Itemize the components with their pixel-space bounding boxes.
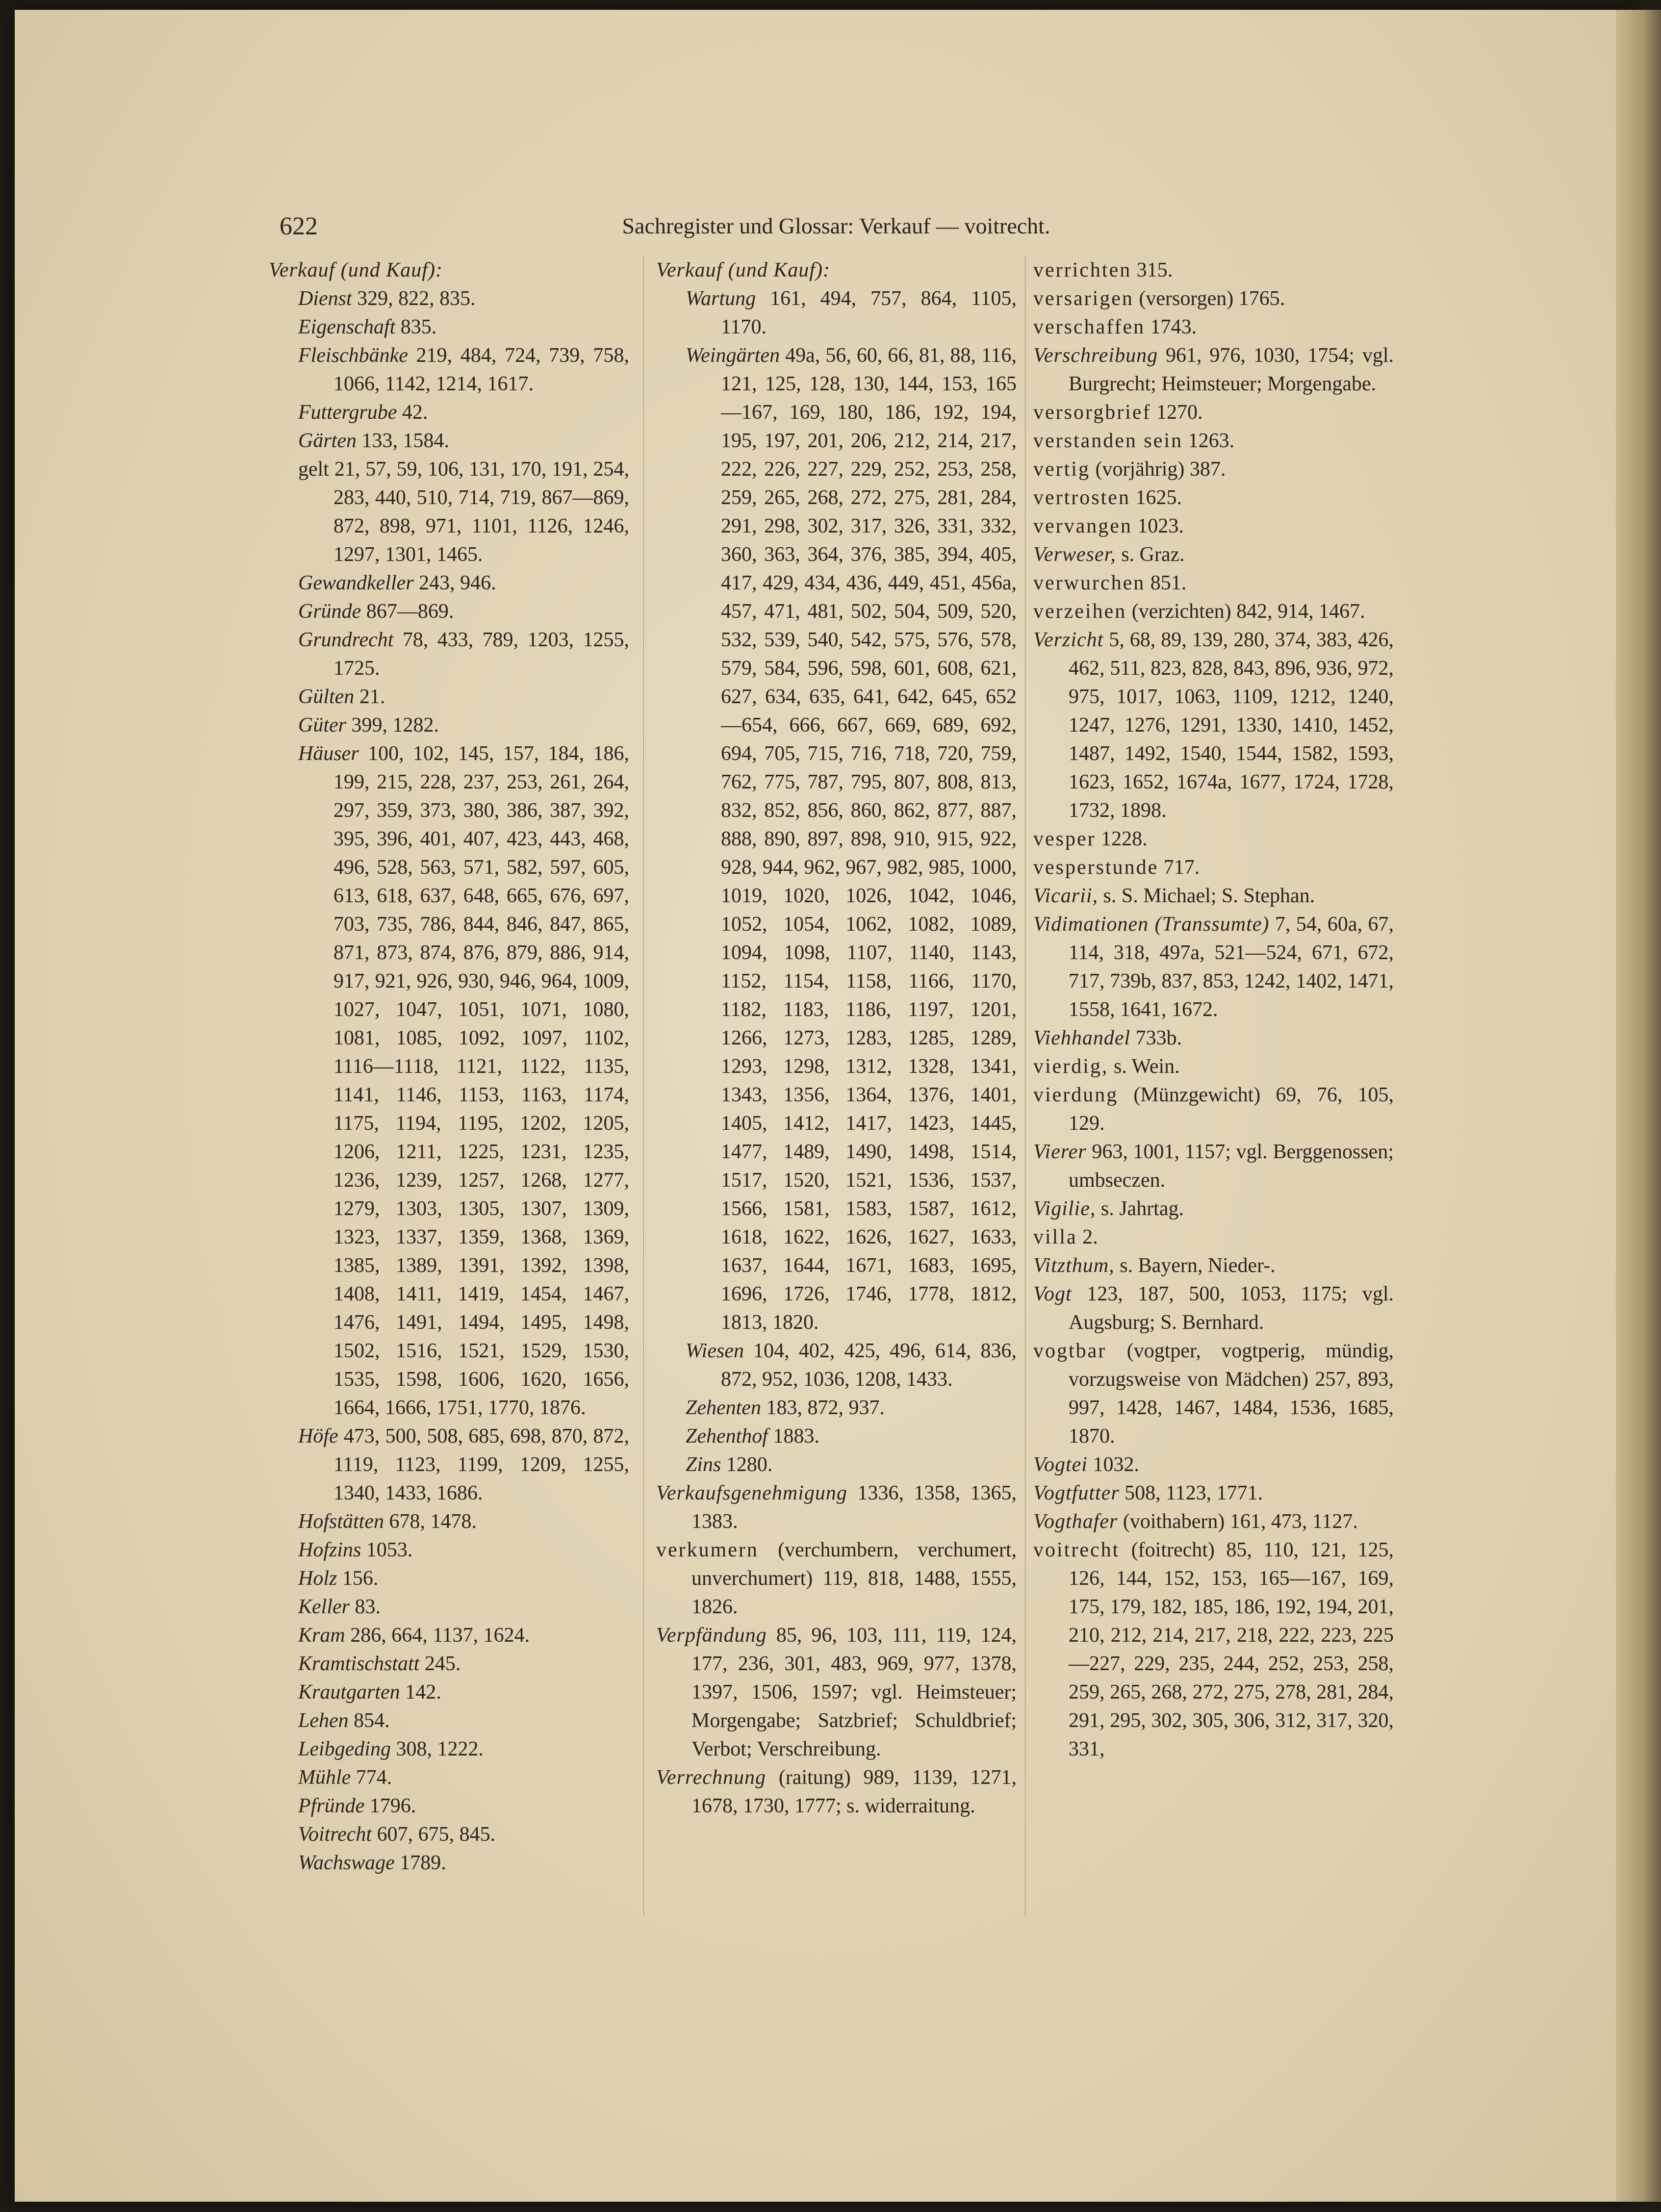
index-term: Zehenthof [686, 1425, 768, 1448]
index-refs: s. Wein. [1113, 1055, 1180, 1078]
index-term: Futtergrube [298, 401, 397, 424]
index-refs: (foitrecht) 85, 110, 121, 125, 126, 144, 152, 153, 165—167, 169, 175, 179, 182, 185, 186, 192, 194, 201, 210, 212, 214, 217, 218, 222, 223, 225—227, 229, 235, 244, 252, 253, 258, 259, 265, 268, 272, 275, 278, 281, 284, 291, 295, 302, 305, 306, 312, 317, 320, 331, [1069, 1539, 1394, 1760]
index-term: Kram [298, 1624, 345, 1647]
index-refs: 315. [1136, 259, 1173, 281]
index-refs: 42. [402, 401, 428, 424]
index-refs: 1796. [369, 1795, 416, 1817]
index-entry [1033, 853, 1394, 882]
index-entry [1033, 1052, 1394, 1081]
index-entry [269, 1564, 629, 1593]
index-term: Hofzins [298, 1539, 361, 1561]
index-entry [269, 626, 629, 683]
index-entry [269, 427, 629, 455]
index-term: Höfe [298, 1425, 338, 1448]
index-refs: 183, 872, 937. [766, 1397, 885, 1419]
index-refs: s. Jahrtag. [1100, 1197, 1184, 1220]
index-refs: 85, 96, 103, 111, 119, 124, 177, 236, 301, 483, 969, 977, 1378, 1397, 1506, 1597; vgl. Heimsteuer; Morgengabe; Satzbrief; Schuldbrief; Verbot; Verschreibung. [691, 1624, 1017, 1760]
index-entry [269, 1536, 629, 1564]
index-refs: (vorjährig) 387. [1095, 458, 1226, 481]
index-entry [656, 284, 1017, 341]
index-term: Verpfändung [656, 1624, 767, 1647]
index-term: Vogthafer [1033, 1510, 1118, 1533]
index-refs: 329, 822, 835. [357, 287, 476, 310]
index-refs: 1280. [726, 1453, 773, 1476]
index-term: Vicarii, [1033, 885, 1099, 907]
index-refs: (raitung) 989, 1139, 1271, 1678, 1730, 1777; s. widerraitung. [691, 1766, 1017, 1817]
index-term: Vogtfutter [1033, 1482, 1120, 1504]
index-entry [269, 1792, 629, 1820]
index-refs: 7, 54, 60a, 67, 114, 318, 497a, 521—524, 671, 672, 717, 739b, 837, 853, 1242, 1402, 1471, 1558, 1641, 1672. [1069, 913, 1394, 1021]
index-refs: 963, 1001, 1157; vgl. Berggenossen; umbseczen. [1069, 1141, 1394, 1192]
index-term: vesper [1033, 828, 1096, 850]
index-column-1 [269, 256, 629, 1877]
index-refs: 1023. [1137, 515, 1184, 537]
index-term: vierdung [1033, 1084, 1119, 1106]
index-term: Dienst [298, 287, 352, 310]
index-entry [656, 1337, 1017, 1394]
index-entry [269, 1621, 629, 1650]
index-term: Vidimationen (Transsumte) [1033, 913, 1270, 936]
index-refs: 286, 664, 1137, 1624. [350, 1624, 530, 1647]
index-entry [1033, 455, 1394, 483]
index-entry [1033, 597, 1394, 626]
index-entry [1033, 1450, 1394, 1479]
index-term: Verkauf (und Kauf): [269, 259, 443, 281]
column-divider [643, 256, 644, 1916]
index-term: verrichten [1033, 259, 1132, 281]
index-term: verschaffen [1033, 316, 1146, 338]
index-refs: 1883. [773, 1425, 819, 1448]
index-entry [1033, 256, 1394, 284]
index-refs: 717. [1163, 856, 1200, 879]
index-refs: s. Graz. [1121, 543, 1185, 566]
index-refs: 219, 484, 724, 739, 758, 1066, 1142, 1214, 1617. [333, 344, 629, 395]
index-entry [1033, 341, 1394, 398]
index-refs: 733b. [1135, 1027, 1182, 1049]
index-term: vertig [1033, 458, 1090, 481]
index-entry [269, 739, 629, 1422]
index-term: Pfründe [298, 1795, 365, 1817]
index-refs: 867—869. [366, 600, 454, 623]
index-entry [269, 256, 629, 284]
index-term: Zehenten [686, 1397, 761, 1419]
index-column-2 [656, 256, 1017, 1820]
page-title: Sachregister und Glossar: Verkauf — voitrecht. [622, 213, 1050, 238]
index-entry [269, 1507, 629, 1536]
index-term: vierdig, [1033, 1055, 1109, 1078]
running-header [265, 202, 1407, 246]
index-entry [269, 711, 629, 739]
index-term: Wartung [686, 287, 756, 310]
index-entry [656, 1763, 1017, 1820]
index-entry [1033, 1195, 1394, 1223]
index-entry [1033, 882, 1394, 910]
index-entry [1033, 1138, 1394, 1195]
index-entry [269, 1422, 629, 1507]
index-refs: s. S. Michael; S. Stephan. [1103, 885, 1315, 907]
index-entry [1033, 1223, 1394, 1251]
index-refs: 78, 433, 789, 1203, 1255, 1725. [333, 629, 630, 680]
index-refs: 49a, 56, 60, 66, 81, 88, 116, 121, 125, 128, 130, 144, 153, 165—167, 169, 180, 186, 192, 194, 195, 197, 201, 206, 212, 214, 217, 222, 226, 227, 229, 252, 253, 258, 259, 265, 268, 272, 275, 281, 284, 291, 298, 302, 317, 326, 331, 332, 360, 363, 364, 376, 385, 394, 405, 417, 429, 434, 436, 449, 451, 456a, 457, 471, 481, 502, 504, 509, 520, 532, 539, 540, 542, 575, 576, 578, 579, 584, 596, 598, 601, 608, 621, 627, 634, 635, 641, 642, 645, 652—654, 666, 667, 669, 689, 692, 694, 705, 715, 716, 718, 720, 759, 762, 775, 787, 795, 807, 808, 813, 832, 852, 856, 860, 862, 877, 887, 888, 890, 897, 898, 910, 915, 922, 928, 944, 962, 967, 982, 985, 1000, 1019, 1020, 1026, 1042, 1046, 1052, 1054, 1062, 1082, 1089, 1094, 1098, 1107, 1140, 1143, 1152, 1154, 1158, 1166, 1170, 1182, 1183, 1186, 1197, 1201, 1266, 1273, 1283, 1285, 1289, 1293, 1298, 1312, 1328, 1341, 1343, 1356, 1364, 1376, 1401, 1405, 1412, 1417, 1423, 1445, 1477, 1489, 1490, 1498, 1514, 1517, 1520, 1521, 1536, 1537, 1566, 1581, 1583, 1587, 1612, 1618, 1622, 1626, 1627, 1633, 1637, 1644, 1671, 1683, 1695, 1696, 1726, 1746, 1778, 1812, 1813, 1820. [721, 344, 1017, 1334]
index-entry [1033, 626, 1394, 825]
index-entry [1033, 540, 1394, 569]
index-entry [1033, 398, 1394, 427]
index-refs: (versorgen) 1765. [1139, 287, 1285, 310]
index-refs: 607, 675, 845. [377, 1823, 496, 1846]
index-term: voitrecht [1033, 1539, 1120, 1561]
index-refs: 133, 1584. [361, 430, 449, 452]
index-column-3 [1033, 256, 1394, 1763]
index-term: villa [1033, 1226, 1077, 1248]
index-refs: 5, 68, 89, 139, 280, 374, 383, 426, 462, 511, 823, 828, 843, 896, 936, 972, 975, 1017, 1063, 1109, 1212, 1240, 1247, 1276, 1291, 1330, 1410, 1452, 1487, 1492, 1540, 1544, 1582, 1593, 1623, 1652, 1674a, 1677, 1724, 1728, 1732, 1898. [1069, 629, 1394, 822]
index-term: vervangen [1033, 515, 1132, 537]
index-refs: 678, 1478. [389, 1510, 477, 1533]
index-entry [269, 1735, 629, 1763]
index-term: Holz [298, 1567, 337, 1590]
index-entry [656, 1536, 1017, 1621]
index-refs: 104, 402, 425, 496, 614, 836, 872, 952, 1036, 1208, 1433. [721, 1340, 1017, 1391]
index-term: Wiesen [686, 1340, 744, 1362]
index-entry [269, 1593, 629, 1621]
index-refs: 123, 187, 500, 1053, 1175; vgl. Augsburg; S. Bernhard. [1069, 1283, 1394, 1334]
index-entry [269, 313, 629, 341]
index-term: Güter [298, 714, 346, 737]
index-term: vertrosten [1033, 486, 1130, 509]
index-refs: 1336, 1358, 1365, 1383. [691, 1482, 1017, 1533]
index-entry [1033, 284, 1394, 313]
index-entry [269, 1763, 629, 1792]
index-refs: 1032. [1093, 1453, 1139, 1476]
index-refs: 1625. [1135, 486, 1182, 509]
index-entry [269, 1820, 629, 1849]
index-refs: 1789. [400, 1852, 446, 1874]
index-refs: 243, 946. [419, 572, 496, 594]
index-refs: 21. [359, 686, 385, 708]
index-term: Wachswage [298, 1852, 395, 1874]
index-term: Eigenschaft [298, 316, 396, 338]
index-entry [269, 398, 629, 427]
index-entry [1033, 1479, 1394, 1507]
index-refs: 245. [424, 1653, 461, 1675]
index-term: verwurchen [1033, 572, 1146, 594]
index-entry [1033, 1081, 1394, 1138]
index-term: Keller [298, 1596, 350, 1618]
index-term: Vigilie, [1033, 1197, 1096, 1220]
index-term: verzeihen [1033, 600, 1127, 623]
index-term: Häuser [298, 742, 359, 765]
index-refs: 961, 976, 1030, 1754; vgl. Burgrecht; Heimsteuer; Morgengabe. [1069, 344, 1394, 395]
index-term: Zins [686, 1453, 721, 1476]
index-entry [656, 1621, 1017, 1763]
index-entry [1033, 512, 1394, 540]
index-entry [1033, 1536, 1394, 1763]
index-term: Vogtei [1033, 1453, 1088, 1476]
index-term: Fleischbänke [298, 344, 408, 367]
index-entry [1033, 825, 1394, 853]
index-refs: 2. [1082, 1226, 1098, 1248]
index-refs: 156. [342, 1567, 379, 1590]
index-term: Hofstätten [298, 1510, 384, 1533]
index-term: Lehen [298, 1709, 349, 1732]
index-entry [656, 256, 1017, 284]
index-refs: (Münzgewicht) 69, 76, 105, 129. [1069, 1084, 1394, 1135]
index-entry [269, 597, 629, 626]
index-term: Kramtischstatt [298, 1653, 420, 1675]
index-entry [1033, 569, 1394, 597]
index-refs: (vogtper, vogtperig, mündig, vorzugsweise von Mädchen) 257, 893, 997, 1428, 1467, 1484, 1536, 1685, 1870. [1069, 1340, 1394, 1448]
index-entry [656, 1394, 1017, 1422]
index-term: Verzicht [1033, 629, 1104, 651]
index-term: vogtbar [1033, 1340, 1107, 1362]
index-refs: 100, 102, 145, 157, 184, 186, 199, 215, 228, 237, 253, 261, 264, 297, 359, 373, 380, 386, 387, 392, 395, 396, 401, 407, 423, 443, 468, 496, 528, 563, 571, 582, 597, 605, 613, 618, 637, 648, 665, 676, 697, 703, 735, 786, 844, 846, 847, 865, 871, 873, 874, 876, 879, 886, 914, 917, 921, 926, 930, 946, 964, 1009, 1027, 1047, 1051, 1071, 1080, 1081, 1085, 1092, 1097, 1102, 1116—1118, 1121, 1122, 1135, 1141, 1146, 1153, 1163, 1174, 1175, 1194, 1195, 1202, 1205, 1206, 1211, 1225, 1231, 1235, 1236, 1239, 1257, 1268, 1277, 1279, 1303, 1305, 1307, 1309, 1323, 1337, 1359, 1368, 1369, 1385, 1389, 1391, 1392, 1398, 1408, 1411, 1419, 1454, 1467, 1476, 1491, 1494, 1495, 1498, 1502, 1516, 1521, 1529, 1530, 1535, 1598, 1606, 1620, 1656, 1664, 1666, 1751, 1770, 1876. [333, 742, 630, 1419]
index-entry [1033, 1280, 1394, 1337]
index-term: Weingärten [686, 344, 780, 367]
index-entry [1033, 1251, 1394, 1280]
index-refs: 851. [1150, 572, 1187, 594]
index-refs: (voithabern) 161, 473, 1127. [1123, 1510, 1358, 1533]
index-entry [269, 284, 629, 313]
index-term: Gülten [298, 686, 355, 708]
index-term: Gründe [298, 600, 361, 623]
index-entry [269, 341, 629, 398]
page-number: 622 [280, 212, 318, 240]
index-refs: 508, 1123, 1771. [1124, 1482, 1263, 1504]
index-term: Mühle [298, 1766, 351, 1789]
index-term: Vogt [1033, 1283, 1072, 1305]
index-entry [1033, 910, 1394, 1024]
index-refs: 473, 500, 508, 685, 698, 870, 872, 1119, 1123, 1199, 1209, 1255, 1340, 1433, 1686. [333, 1425, 630, 1504]
index-term: versorgbrief [1033, 401, 1151, 424]
index-refs: 1270. [1156, 401, 1203, 424]
index-refs: 774. [356, 1766, 392, 1789]
index-entry [269, 1849, 629, 1877]
index-term: Verkauf (und Kauf): [656, 259, 830, 281]
index-term: Viehhandel [1033, 1027, 1131, 1049]
index-term: Vierer [1033, 1141, 1087, 1163]
index-entry [656, 1422, 1017, 1450]
page-edge [1616, 10, 1661, 2202]
index-entry [656, 341, 1017, 1337]
index-refs: 1053. [366, 1539, 413, 1561]
index-refs: 835. [400, 316, 437, 338]
index-entry [1033, 483, 1394, 512]
index-entry [269, 569, 629, 597]
index-term: Krautgarten [298, 1681, 400, 1703]
index-term: verstanden sein [1033, 430, 1183, 452]
index-entry [656, 1479, 1017, 1536]
index-entry [656, 1450, 1017, 1479]
index-entry [1033, 427, 1394, 455]
index-entry [269, 1706, 629, 1735]
index-entry [1033, 1024, 1394, 1052]
index-term: Vitzthum, [1033, 1254, 1115, 1277]
index-term: verkumern [656, 1539, 759, 1561]
index-term: versarigen [1033, 287, 1134, 310]
index-term: Grundrecht [298, 629, 394, 651]
index-refs: (verzichten) 842, 914, 1467. [1131, 600, 1365, 623]
index-entry [269, 455, 629, 569]
index-refs: 1743. [1150, 316, 1197, 338]
index-term: Leibgeding [298, 1738, 391, 1760]
index-entry [1033, 313, 1394, 341]
index-refs: s. Bayern, Nieder-. [1120, 1254, 1276, 1277]
index-term: Verweser, [1033, 543, 1116, 566]
index-term: Gärten [298, 430, 357, 452]
index-entry [1033, 1337, 1394, 1450]
index-term: Gewandkeller [298, 572, 414, 594]
index-refs: 83. [355, 1596, 381, 1618]
index-refs: 854. [354, 1709, 390, 1732]
index-refs: gelt 21, 57, 59, 106, 131, 170, 191, 254, 283, 440, 510, 714, 719, 867—869, 872, 898, 971, 1101, 1126, 1246, 1297, 1301, 1465. [298, 458, 629, 566]
index-term: Verschreibung [1033, 344, 1158, 367]
index-term: Verkaufsgenehmigung [656, 1482, 847, 1504]
index-term: vesperstunde [1033, 856, 1159, 879]
index-entry [269, 1678, 629, 1706]
index-term: Voitrecht [298, 1823, 372, 1846]
index-refs: (verchumbern, verchumert, unverchumert) 119, 818, 1488, 1555, 1826. [691, 1539, 1017, 1618]
index-refs: 161, 494, 757, 864, 1105, 1170. [721, 287, 1017, 338]
index-entry [1033, 1507, 1394, 1536]
index-refs: 399, 1282. [351, 714, 439, 737]
index-refs: 1228. [1101, 828, 1148, 850]
index-entry [269, 683, 629, 711]
index-refs: 308, 1222. [396, 1738, 484, 1760]
index-term: Verrechnung [656, 1766, 767, 1789]
index-entry [269, 1650, 629, 1678]
index-refs: 1263. [1188, 430, 1235, 452]
index-refs: 142. [405, 1681, 441, 1703]
